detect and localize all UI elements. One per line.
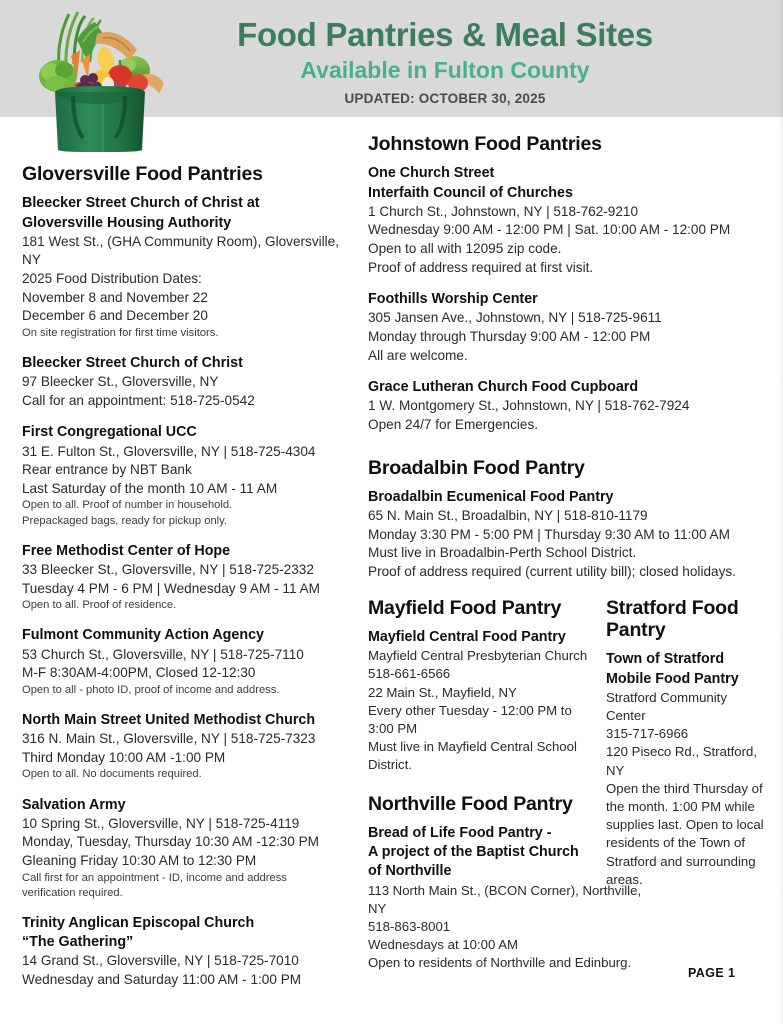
pantry-detail: Open to all with 12095 zip code. (368, 240, 562, 256)
section-heading-johnstown: Johnstown Food Pantries (368, 133, 602, 155)
pantry-note: verification required. (22, 886, 123, 899)
pantry-name-cont: Gloversville Housing Authority (22, 214, 232, 231)
pantry-hours: Open the third Thursday of (606, 780, 763, 796)
pantry-name: Trinity Anglican Episcopal Church (22, 915, 255, 932)
pantry-phone: 518-863-8001 (368, 918, 451, 934)
pantry-hours: Last Saturday of the month 10 AM - 11 AM (22, 480, 278, 496)
pantry-detail: Proof of address required at first visit. (368, 259, 594, 275)
pantry-address: 120 Piseco Rd., Stratford, NY (606, 744, 757, 778)
pantry-detail: Must live in Broadalbin-Perth School District. (368, 545, 637, 561)
pantry-detail-cont: District. (368, 757, 412, 773)
right-column (368, 133, 764, 986)
pantry-address: 10 Spring St., Gloversville, NY | 518-725-4119 (22, 815, 300, 831)
pantry-phone: 518-661-6566 (368, 666, 451, 682)
pantry-name: Fulmont Community Action Agency (22, 627, 264, 644)
pantry-detail: Rear entrance by NBT Bank (22, 462, 192, 478)
pantry-address: 22 Main St., Mayfield, NY (368, 684, 517, 700)
pantry-address: 33 Bleecker St., Gloversville, NY | 518-725-2332 (22, 562, 314, 577)
page-subtitle: Available in Fulton County (300, 57, 590, 83)
pantry-name: Town of Stratford (606, 651, 725, 668)
pantry-entry (22, 914, 352, 990)
pantry-name: Bread of Life Food Pantry - (368, 825, 552, 842)
pantry-detail: Call for an appointment: 518-725-0542 (22, 392, 255, 408)
pantry-entry (22, 796, 352, 901)
pantry-detail: residents of the Town of (606, 835, 746, 851)
pantry-name: North Main Street United Methodist Church (22, 712, 316, 729)
section-heading-gloversville: Gloversville Food Pantries (22, 163, 263, 185)
pantry-entry (22, 711, 352, 783)
pantry-name-cont: Interfaith Council of Churches (368, 184, 573, 201)
pantry-hours: Monday through Thursday 9:00 AM - 12:00 PM (368, 328, 651, 344)
pantry-detail: 2025 Food Distribution Dates: (22, 270, 202, 286)
pantry-detail: Stratford Community Center (606, 689, 727, 723)
pantry-detail: Proof of address required (current utility bill); closed holidays. (368, 563, 736, 579)
pantry-name: Bleecker Street Church of Christ (22, 355, 243, 372)
pantry-address: 1 Church St., Johnstown, NY | 518-762-9210 (368, 203, 639, 219)
pantry-hours: Monday, Tuesday, Thursday 10:30 AM -12:30 PM (22, 834, 319, 850)
updated-date: UPDATED: OCTOBER 30, 2025 (344, 91, 546, 106)
pantry-note: Open to all. Proof of residence. (22, 599, 177, 612)
pantry-detail: All are welcome. (368, 347, 468, 363)
pantry-address: 113 North Main St., (BCON Corner), Northville, NY (368, 882, 642, 916)
left-column (22, 163, 352, 1003)
pantry-note: Prepackaged bags, ready for pickup only. (22, 514, 228, 527)
page-number: PAGE 1 (688, 966, 736, 980)
pantry-entry (368, 290, 764, 365)
pantry-name-cont2: of Northville (368, 863, 452, 880)
pantry-hours: Gleaning Friday 10:30 AM to 12:30 PM (22, 853, 257, 869)
pantry-note: Open to all. Proof of number in household. (22, 499, 233, 512)
section-heading-northville: Northville Food Pantry (368, 792, 573, 815)
pantry-address: 1 W. Montgomery St., Johnstown, NY | 518-762-7924 (368, 398, 690, 414)
pantry-hours: Wednesday 9:00 AM - 12:00 PM | Sat. 10:00 AM - 12:00 PM (368, 222, 731, 238)
pantry-address: 316 N. Main St., Gloversville, NY | 518-725-7323 (22, 731, 316, 747)
pantry-address: 14 Grand St., Gloversville, NY | 518-725-7010 (22, 953, 299, 969)
pantry-detail: Mayfield Central Presbyterian Church (368, 648, 588, 664)
pantry-name: Free Methodist Center of Hope (22, 542, 231, 559)
pantry-name: Mayfield Central Food Pantry (368, 628, 566, 645)
pantry-entry (22, 354, 352, 410)
pantry-name: Bleecker Street Church of Christ at (22, 195, 260, 212)
pantry-detail: Open to residents of Northville and Edinburg. (368, 955, 632, 971)
pantry-detail: November 8 and November 22 (22, 289, 208, 305)
pantry-note: Open to all. No documents required. (22, 768, 202, 781)
section-heading-broadalbin: Broadalbin Food Pantry (368, 456, 585, 479)
pantry-hours-cont: the month. 1:00 PM while (606, 799, 755, 815)
pantry-hours: Wednesday and Saturday 11:00 AM - 1:00 PM (22, 972, 302, 988)
pantry-detail: Stratford and surrounding (606, 853, 756, 869)
pantry-entry (606, 650, 764, 889)
pantry-entry (368, 488, 764, 582)
grocery-bag-icon (33, 4, 165, 152)
pantry-entry (22, 423, 352, 528)
pantry-hours: Third Monday 10:00 AM -1:00 PM (22, 749, 226, 765)
pantry-phone: 315-717-6966 (606, 726, 689, 742)
pantry-address: 181 West St., (GHA Community Room), Gloversville, NY (22, 233, 340, 268)
pantry-address: 97 Bleecker St., Gloversville, NY (22, 374, 219, 390)
section-heading-mayfield: Mayfield Food Pantry (368, 596, 562, 619)
pantry-hours: Open 24/7 for Emergencies. (368, 416, 539, 432)
pantry-address: 65 N. Main St., Broadalbin, NY | 518-810-1179 (368, 508, 648, 524)
pantry-detail: areas. (606, 871, 643, 887)
pantry-address: 31 E. Fulton St., Gloversville, NY | 518-725-4304 (22, 443, 316, 459)
pantry-note: On site registration for first time visitors. (22, 326, 219, 339)
pantry-detail: Must live in Mayfield Central School (368, 739, 577, 755)
pantry-entry (22, 626, 352, 698)
pantry-entry (368, 378, 764, 434)
pantry-detail: December 6 and December 20 (22, 308, 208, 324)
pantry-entry (368, 164, 764, 277)
pantry-hours: Tuesday 4 PM - 6 PM | Wednesday 9 AM - 11 AM (22, 580, 320, 596)
pantry-entry (22, 194, 352, 341)
pantry-entry (368, 628, 606, 775)
pantry-note: Open to all - photo ID, proof of income and address. (22, 683, 280, 696)
pantry-name: First Congregational UCC (22, 424, 197, 441)
page-edge-shadow (779, 0, 783, 1024)
stratford-subcolumn (606, 597, 764, 986)
pantry-name: Grace Lutheran Church Food Cupboard (368, 379, 639, 396)
pantry-name: Salvation Army (22, 796, 126, 813)
pantry-hours: M-F 8:30AM-4:00PM, Closed 12-12:30 (22, 665, 256, 681)
pantry-detail: supplies last. Open to local (606, 817, 764, 833)
pantry-note: Call first for an appointment - ID, income and address (22, 871, 287, 884)
pantry-entry (22, 542, 352, 614)
pantry-hours: Every other Tuesday - 12:00 PM to (368, 702, 572, 718)
pantry-name-cont: Mobile Food Pantry (606, 670, 739, 687)
pantry-hours: Monday 3:30 PM - 5:00 PM | Thursday 9:30 AM to 11:00 AM (368, 526, 730, 542)
pantry-hours-cont: 3:00 PM (368, 721, 418, 736)
pantry-address: 53 Church St., Gloversville, NY | 518-725-7110 (22, 646, 304, 662)
pantry-name: Foothills Worship Center (368, 291, 538, 308)
pantry-address: 305 Jansen Ave., Johnstown, NY | 518-725-9611 (368, 310, 662, 326)
section-heading-stratford: Stratford Food (606, 596, 739, 619)
pantry-name: Broadalbin Ecumenical Food Pantry (368, 488, 614, 505)
lower-subcolumns (368, 597, 764, 986)
pantry-name-cont: A project of the Baptist Church (368, 844, 579, 861)
pantry-hours: Wednesdays at 10:00 AM (368, 937, 519, 953)
pantry-name-cont: “The Gathering” (22, 934, 134, 951)
pantry-name: One Church Street (368, 165, 495, 182)
page-title: Food Pantries & Meal Sites (237, 16, 653, 53)
section-heading-stratford-cont: Pantry (606, 618, 666, 641)
